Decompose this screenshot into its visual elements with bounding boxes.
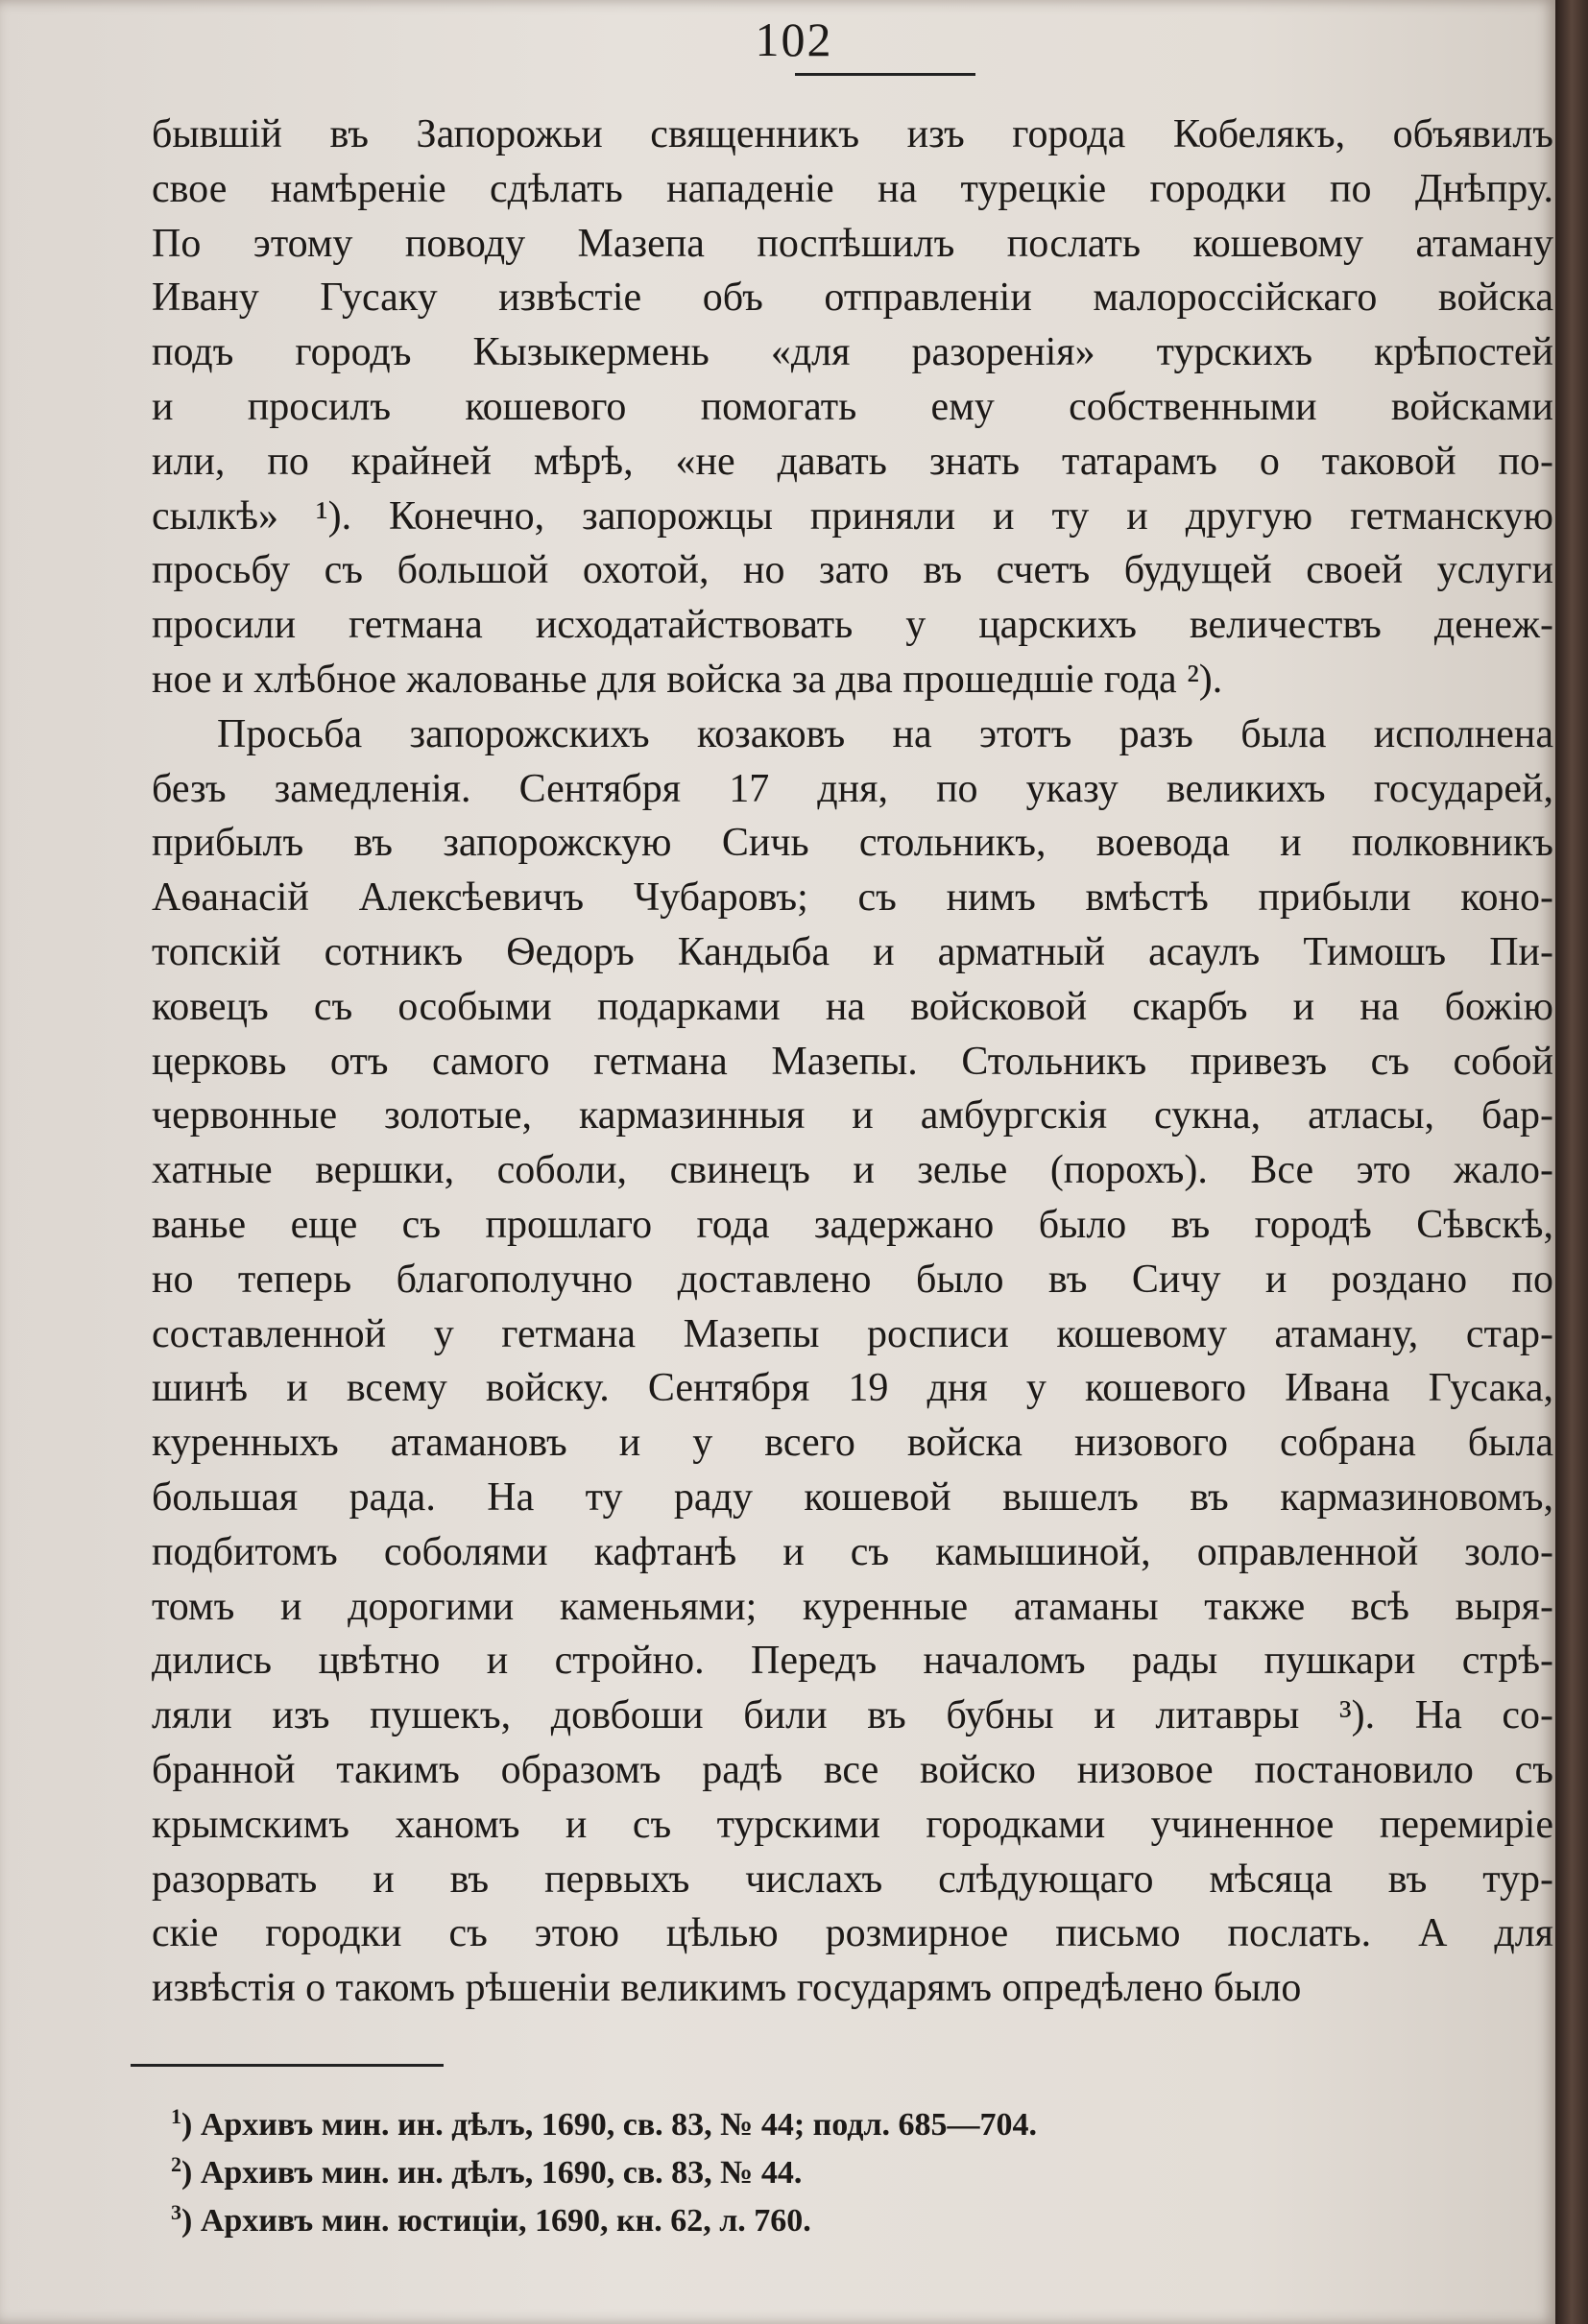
footnote bbox=[171, 2189, 1419, 2237]
header-rule bbox=[795, 73, 975, 76]
text-line: бранной такимъ образомъ радѣ все войско низовое постановило съ bbox=[152, 1747, 1553, 1792]
text-line: просьбу съ большой охотой, но зато въ счетъ будущей своей услуги bbox=[152, 548, 1553, 593]
text-line: прибылъ въ запорожскую Сичь стольникъ, воевода и полковникъ bbox=[152, 821, 1553, 866]
text-line: томъ и дорогими каменьями; куренные атаманы также всѣ выря- bbox=[152, 1584, 1553, 1629]
footnote bbox=[171, 2093, 1419, 2141]
footnote-text: ) Архивъ мин. ин. дѣлъ, 1690, св. 83, № 44. bbox=[181, 2155, 803, 2191]
text-line: куренныхъ атамановъ и у всего войска низового собрана была bbox=[152, 1421, 1553, 1466]
text-line: и просилъ кошевого помогать ему собственными войсками bbox=[152, 384, 1553, 429]
text-line: ное и хлѣбное жалованье для войска за два прошедшіе года ²). bbox=[152, 657, 1223, 702]
text-line: Ивану Гусаку извѣстіе объ отправленіи малороссійскаго войска bbox=[152, 276, 1553, 321]
text-line: По этому поводу Мазепа поспѣшилъ послать кошевому атаману bbox=[152, 221, 1553, 266]
footnote-rule bbox=[131, 2064, 444, 2067]
text-line: хатные вершки, соболи, свинецъ и зелье (порохъ). Все это жало- bbox=[152, 1148, 1553, 1193]
page-number: 102 bbox=[755, 12, 833, 66]
text-line: церковь отъ самого гетмана Мазепы. Стольникъ привезъ съ собой bbox=[152, 1039, 1553, 1084]
text-line: подъ городъ Кызыкермень «для разоренія» турскихъ крѣпостей bbox=[152, 330, 1553, 375]
text-line: бывшій въ Запорожьи священникъ изъ города Кобелякъ, объявилъ bbox=[152, 112, 1553, 156]
text-line: большая рада. На ту раду кошевой вышелъ въ кармазиновомъ, bbox=[152, 1474, 1553, 1520]
text-line: топскій сотникъ Ѳедоръ Кандыба и арматный асаулъ Тимошъ Пи- bbox=[152, 929, 1553, 974]
text-line: ляли изъ пушекъ, довбоши били въ бубны и литавры ³). На со- bbox=[152, 1693, 1553, 1738]
footnote-text: ) Архивъ мин. ин. дѣлъ, 1690, св. 83, № 44; подл. 685—704. bbox=[181, 2107, 1038, 2143]
footnote-marker: 1 bbox=[171, 2104, 181, 2128]
text-line: ванье еще съ прошлаго года задержано было въ городѣ Сѣвскѣ, bbox=[152, 1202, 1553, 1247]
footnote bbox=[171, 2141, 1419, 2189]
footnote-marker: 2 bbox=[171, 2152, 181, 2176]
footnote-text: ) Архивъ мин. юстиціи, 1690, кн. 62, л. 760. bbox=[181, 2203, 811, 2239]
text-line: шинѣ и всему войску. Сентября 19 дня у кошевого Ивана Гусака, bbox=[152, 1366, 1553, 1411]
text-line: крымскимъ ханомъ и съ турскими городками учиненное перемиріе bbox=[152, 1802, 1553, 1847]
text-line: сылкѣ» ¹). Конечно, запорожцы приняли и ту и другую гетманскую bbox=[152, 493, 1553, 539]
text-line: просили гетмана исходатайствовать у царскихъ величествъ денеж- bbox=[152, 603, 1553, 648]
text-line: извѣстія о такомъ рѣшеніи великимъ государямъ опредѣлено было bbox=[152, 1966, 1302, 2011]
text-line: ковецъ съ особыми подарками на войсковой скарбъ и на божію bbox=[152, 984, 1553, 1029]
text-line: свое намѣреніе сдѣлать нападеніе на турецкіе городки по Днѣпру. bbox=[152, 166, 1553, 211]
text-line: но теперь благополучно доставлено было въ Сичу и роздано по bbox=[152, 1257, 1553, 1302]
text-line: Просьба запорожскихъ козаковъ на этотъ разъ была исполнена bbox=[217, 711, 1553, 756]
text-line: составленной у гетмана Мазепы росписи кошевому атаману, стар- bbox=[152, 1311, 1553, 1356]
book-spine bbox=[1555, 0, 1588, 2324]
text-line: или, по крайней мѣрѣ, «не давать знать татарамъ о таковой по- bbox=[152, 439, 1553, 484]
text-line: безъ замедленія. Сентября 17 дня, по указу великихъ государей, bbox=[152, 766, 1553, 811]
text-line: разорвать и въ первыхъ числахъ слѣдующаго мѣсяца въ тур- bbox=[152, 1857, 1553, 1902]
text-line: скіе городки съ этою цѣлью розмирное письмо послать. А для bbox=[152, 1911, 1553, 1956]
footnote-marker: 3 bbox=[171, 2200, 181, 2224]
text-line: червонные золотые, кармазинныя и амбургскія сукна, атласы, бар- bbox=[152, 1093, 1553, 1138]
footnotes bbox=[171, 2093, 1419, 2237]
text-line: Аѳанасій Алексѣевичъ Чубаровъ; съ нимъ вмѣстѣ прибыли коно- bbox=[152, 875, 1553, 921]
text-line: подбитомъ соболями кафтанѣ и съ камышиной, оправленной золо- bbox=[152, 1529, 1553, 1574]
text-line: дились цвѣтно и стройно. Передъ началомъ рады пушкари стрѣ- bbox=[152, 1639, 1553, 1684]
body-text bbox=[152, 108, 1553, 2016]
